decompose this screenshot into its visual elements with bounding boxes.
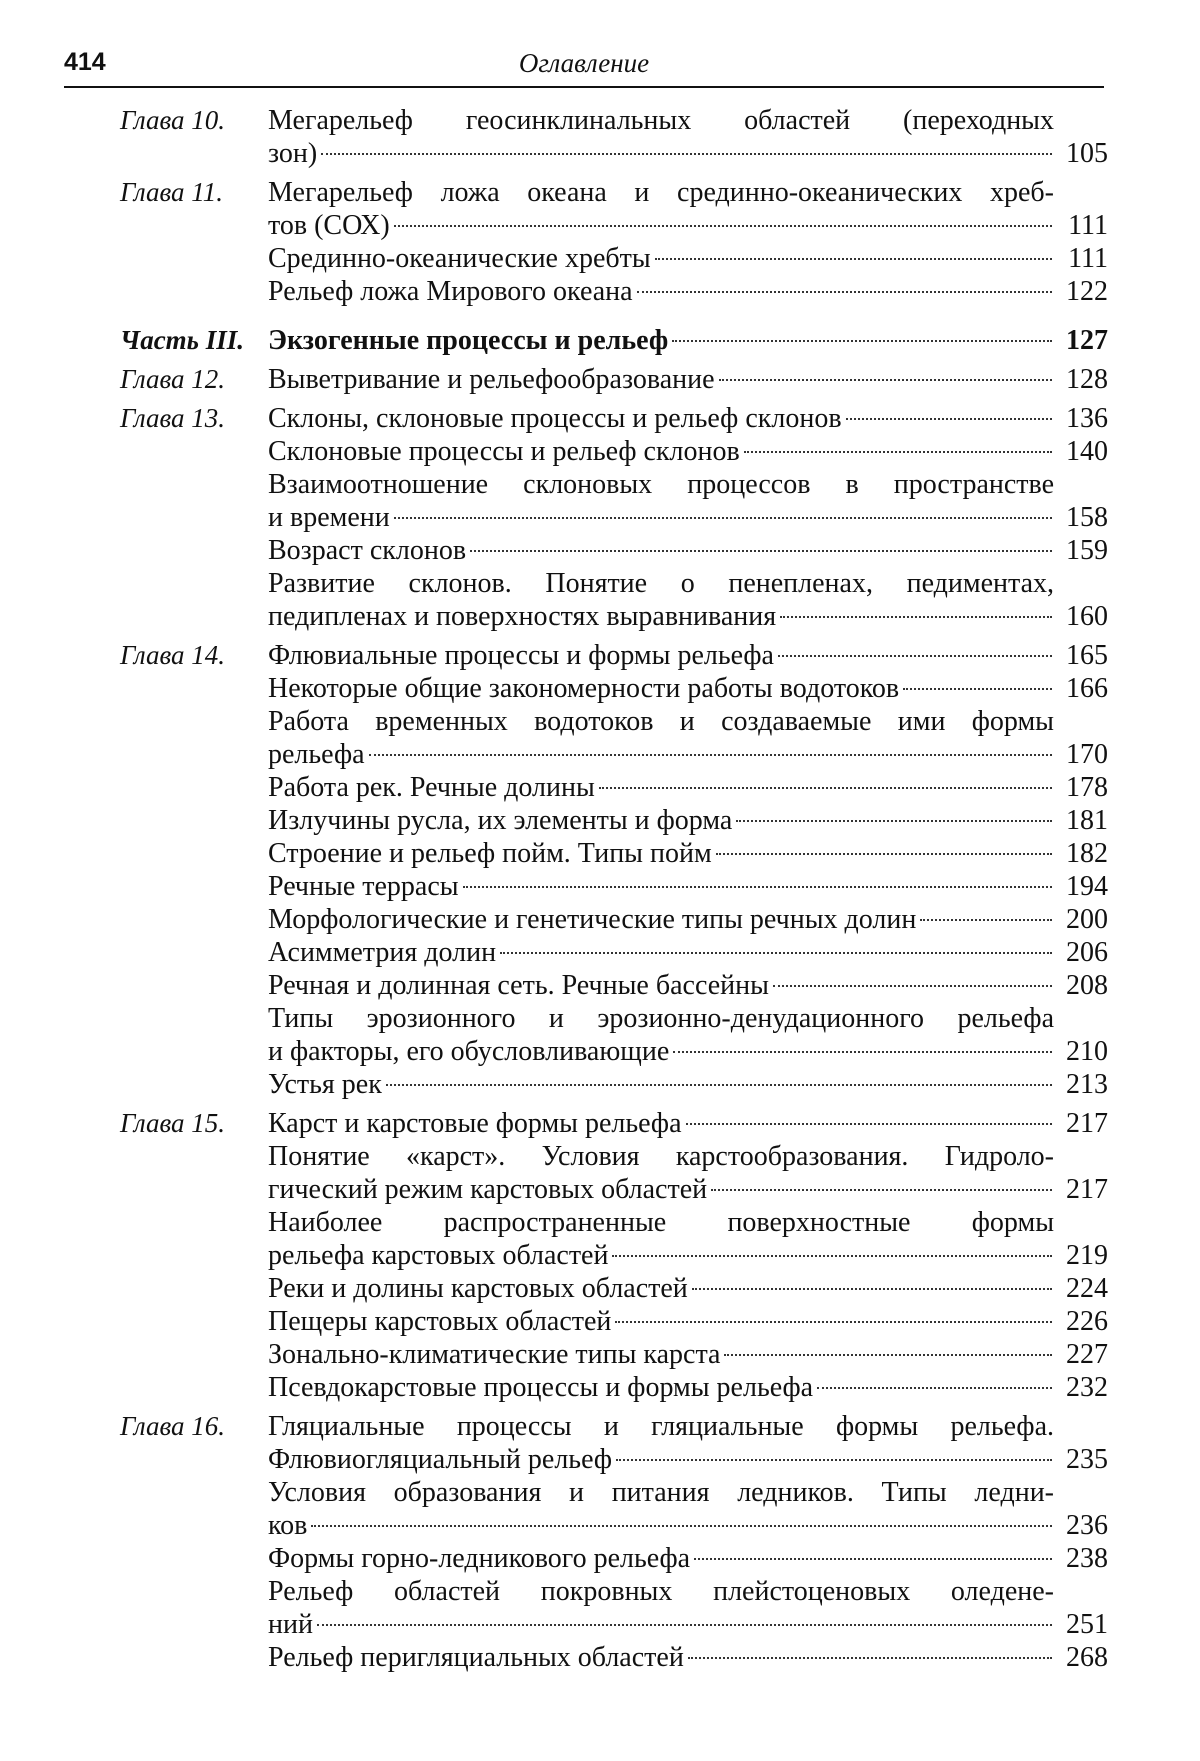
entry-body [268, 1305, 1108, 1338]
entry-body [268, 176, 1108, 242]
page-ref: 217 [1066, 1174, 1108, 1205]
entry-body [268, 771, 1108, 804]
dot-leader [615, 1320, 1052, 1323]
dot-leader [655, 257, 1052, 260]
dot-leader [716, 852, 1052, 855]
entry-last-line [268, 363, 1108, 396]
dot-leader [711, 1188, 1052, 1191]
toc-entry [120, 468, 1110, 534]
dot-leader [920, 918, 1052, 921]
toc-entry [120, 804, 1110, 837]
entry-last-line [268, 903, 1108, 936]
page-header [64, 44, 1104, 88]
toc-entry [120, 104, 1110, 170]
toc-entry [120, 1476, 1110, 1542]
toc-entry [120, 176, 1110, 242]
entry-last-line [268, 137, 1108, 170]
entry-title: рельефа [268, 739, 365, 770]
entry-body [268, 1206, 1108, 1272]
toc-entry [120, 363, 1110, 396]
entry-title: ний [268, 1609, 313, 1640]
entry-last-line [268, 1173, 1108, 1206]
entry-title: Выветривание и рельефообразование [268, 364, 715, 395]
dot-leader [736, 819, 1052, 822]
entry-last-line [268, 402, 1108, 435]
page-ref: 268 [1066, 1642, 1108, 1673]
toc-entry [120, 837, 1110, 870]
toc-entry [120, 870, 1110, 903]
dot-leader [903, 687, 1052, 690]
entry-body [268, 870, 1108, 903]
entry-body [268, 1068, 1108, 1101]
page-ref: 194 [1066, 871, 1108, 902]
entry-last-line [268, 1608, 1108, 1641]
entry-title: Работа рек. Речные долины [268, 772, 595, 803]
entry-title-line: Мегарельеф ложа океана и срединно-океанических хреб- [268, 177, 1054, 208]
dot-leader [780, 615, 1052, 618]
page-ref: 213 [1066, 1069, 1108, 1100]
page-ref: 166 [1066, 673, 1108, 704]
entry-title-line: Гляциальные процессы и гляциальные формы рельефа. [268, 1411, 1054, 1442]
entry-last-line [268, 1338, 1108, 1371]
entry-body [268, 1107, 1108, 1140]
entry-title: Устья рек [268, 1069, 382, 1100]
entry-title-line: Понятие «карст». Условия карстообразования. Гидроло- [268, 1141, 1054, 1172]
chapter-label: Глава 13. [120, 403, 226, 433]
entry-body [268, 468, 1108, 534]
toc-entry [120, 275, 1110, 308]
entry-last-line [268, 738, 1108, 771]
toc-entry [120, 324, 1110, 357]
entry-last-line [268, 1443, 1108, 1476]
toc-entry [120, 771, 1110, 804]
page-ref: 128 [1066, 364, 1108, 395]
entry-title: Флювиогляциальный рельеф [268, 1444, 612, 1475]
page-number: 414 [64, 48, 106, 76]
entry-title: Рельеф ложа Мирового океана [268, 276, 633, 307]
entry-last-line [268, 209, 1108, 242]
toc-entry [120, 672, 1110, 705]
entry-body [268, 1641, 1108, 1674]
toc-entry [120, 903, 1110, 936]
page-ref: 127 [1066, 325, 1108, 356]
entry-title: Экзогенные процессы и рельеф [268, 325, 669, 356]
toc-entry [120, 1002, 1110, 1068]
page-ref: 251 [1066, 1609, 1108, 1640]
page-ref: 219 [1066, 1240, 1108, 1271]
part-label: Часть III. [120, 325, 245, 355]
toc-entry [120, 534, 1110, 567]
entry-title: Формы горно-ледникового рельефа [268, 1543, 691, 1574]
entry-title: и времени [268, 502, 390, 533]
entry-body [268, 936, 1108, 969]
page-ref: 136 [1066, 403, 1108, 434]
toc-entry [120, 936, 1110, 969]
entry-title: Склоны, склоновые процессы и рельеф склонов [268, 403, 842, 434]
toc-entry [120, 705, 1110, 771]
chapter-label: Глава 10. [120, 105, 226, 135]
entry-body [268, 903, 1108, 936]
entry-body [268, 1272, 1108, 1305]
chapter-label: Глава 12. [120, 364, 226, 394]
toc-entry [120, 1206, 1110, 1272]
page-ref: 200 [1066, 904, 1108, 935]
entry-last-line [268, 1272, 1108, 1305]
toc-entry [120, 567, 1110, 633]
entry-title-line: Работа временных водотоков и создаваемые ими формы [268, 706, 1054, 737]
entry-last-line [268, 1035, 1108, 1068]
dot-leader [470, 549, 1052, 552]
entry-body [268, 275, 1108, 308]
entry-body [268, 1476, 1108, 1542]
entry-title: Морфологические и генетические типы речных долин [268, 904, 917, 935]
toc-entry [120, 969, 1110, 1002]
entry-last-line [268, 837, 1108, 870]
dot-leader [688, 1656, 1052, 1659]
table-of-contents [120, 104, 1110, 1674]
page-ref: 208 [1066, 970, 1108, 1001]
entry-last-line [268, 1542, 1108, 1575]
entry-last-line [268, 1239, 1108, 1272]
entry-body [268, 1410, 1108, 1476]
entry-title: Реки и долины карстовых областей [268, 1273, 688, 1304]
entry-last-line [268, 771, 1108, 804]
entry-title-line: Типы эрозионного и эрозионно-денудационного рельефа [268, 1003, 1054, 1034]
entry-body [268, 672, 1108, 705]
page-ref: 182 [1066, 838, 1108, 869]
page-ref: 140 [1066, 436, 1108, 467]
dot-leader [599, 786, 1052, 789]
entry-title: Строение и рельеф пойм. Типы пойм [268, 838, 712, 869]
entry-last-line [268, 1107, 1108, 1140]
entry-last-line [268, 324, 1108, 357]
page-ref: 236 [1066, 1510, 1108, 1541]
dot-leader [778, 654, 1052, 657]
entry-last-line [268, 435, 1108, 468]
dot-leader [616, 1458, 1052, 1461]
page-ref: 158 [1066, 502, 1108, 533]
entry-title-line: Наиболее распространенные поверхностные формы [268, 1207, 1054, 1238]
entry-title: Речная и долинная сеть. Речные бассейны [268, 970, 769, 1001]
entry-body [268, 969, 1108, 1002]
toc-entry [120, 1575, 1110, 1641]
chapter-label: Глава 15. [120, 1108, 226, 1138]
page-ref: 178 [1066, 772, 1108, 803]
entry-title: педипленах и поверхностях выравнивания [268, 601, 777, 632]
dot-leader [394, 516, 1052, 519]
dot-leader [317, 1623, 1052, 1626]
dot-leader [692, 1287, 1052, 1290]
entry-title: Флювиальные процессы и формы рельефа [268, 640, 774, 671]
entry-last-line [268, 804, 1108, 837]
entry-last-line [268, 242, 1108, 275]
entry-last-line [268, 1641, 1108, 1674]
dot-leader [500, 951, 1052, 954]
page-ref: 160 [1066, 601, 1108, 632]
dot-leader [817, 1386, 1052, 1389]
entry-title: Рельеф перигляциальных областей [268, 1642, 684, 1673]
entry-body [268, 363, 1108, 396]
toc-entry [120, 1410, 1110, 1476]
chapter-label: Глава 14. [120, 640, 226, 670]
dot-leader [719, 378, 1052, 381]
running-title: Оглавление [518, 48, 650, 78]
dot-leader [612, 1254, 1052, 1257]
entry-body [268, 104, 1108, 170]
toc-entry [120, 242, 1110, 275]
entry-title: Зонально-климатические типы карста [268, 1339, 721, 1370]
entry-last-line [268, 1371, 1108, 1404]
page-ref: 105 [1066, 138, 1108, 169]
page-ref: 165 [1066, 640, 1108, 671]
page-ref: 210 [1066, 1036, 1108, 1067]
page-ref: 224 [1066, 1273, 1108, 1304]
dot-leader [686, 1122, 1052, 1125]
dot-leader [673, 1050, 1052, 1053]
page-ref: 217 [1066, 1108, 1108, 1139]
entry-title-line: Развитие склонов. Понятие о пенепленах, педиментах, [268, 568, 1054, 599]
entry-last-line [268, 534, 1108, 567]
page-ref: 170 [1066, 739, 1108, 770]
dot-leader [463, 885, 1052, 888]
entry-body [268, 1542, 1108, 1575]
dot-leader [321, 152, 1052, 155]
entry-title-line: Мегарельеф геосинклинальных областей (переходных [268, 105, 1054, 136]
dot-leader [724, 1353, 1052, 1356]
entry-title: Срединно-океанические хребты [268, 243, 651, 274]
entry-last-line [268, 870, 1108, 903]
dot-leader [744, 450, 1052, 453]
entry-title: рельефа карстовых областей [268, 1240, 609, 1271]
entry-body [268, 402, 1108, 435]
entry-title: Склоновые процессы и рельеф склонов [268, 436, 740, 467]
page-ref: 226 [1066, 1306, 1108, 1337]
dot-leader [672, 339, 1052, 342]
entry-body [268, 837, 1108, 870]
entry-body [268, 242, 1108, 275]
entry-title-line: Условия образования и питания ледников. Типы ледни- [268, 1477, 1054, 1508]
entry-last-line [268, 600, 1108, 633]
toc-entry [120, 1371, 1110, 1404]
toc-entry [120, 1272, 1110, 1305]
entry-last-line [268, 936, 1108, 969]
chapter-label: Глава 16. [120, 1411, 226, 1441]
toc-entry [120, 402, 1110, 435]
page-ref: 227 [1066, 1339, 1108, 1370]
entry-title-line: Взаимоотношение склоновых процессов в пространстве [268, 469, 1054, 500]
toc-entry [120, 639, 1110, 672]
entry-last-line [268, 1068, 1108, 1101]
entry-last-line [268, 639, 1108, 672]
entry-body [268, 324, 1108, 357]
entry-last-line [268, 1305, 1108, 1338]
entry-body [268, 804, 1108, 837]
dot-leader [846, 417, 1052, 420]
dot-leader [386, 1083, 1052, 1086]
dot-leader [311, 1524, 1052, 1527]
entry-body [268, 1002, 1108, 1068]
entry-body [268, 1338, 1108, 1371]
page-ref: 111 [1068, 243, 1108, 274]
entry-last-line [268, 672, 1108, 705]
toc-entry [120, 1542, 1110, 1575]
entry-last-line [268, 275, 1108, 308]
entry-body [268, 705, 1108, 771]
entry-body [268, 1575, 1108, 1641]
entry-body [268, 534, 1108, 567]
entry-body [268, 567, 1108, 633]
toc-entry [120, 1305, 1110, 1338]
entry-body [268, 639, 1108, 672]
entry-title: зон) [268, 138, 318, 169]
entry-last-line [268, 969, 1108, 1002]
page-ref: 181 [1066, 805, 1108, 836]
toc-entry [120, 1107, 1110, 1140]
dot-leader [394, 224, 1052, 227]
toc-entry [120, 1140, 1110, 1206]
entry-title: ков [268, 1510, 308, 1541]
entry-title: Псевдокарстовые процессы и формы рельефа [268, 1372, 814, 1403]
page-ref: 206 [1066, 937, 1108, 968]
toc-entry [120, 1641, 1110, 1674]
dot-leader [773, 984, 1052, 987]
page-ref: 111 [1068, 210, 1108, 241]
entry-title: Речные террасы [268, 871, 459, 902]
page-ref: 232 [1066, 1372, 1108, 1403]
entry-body [268, 1140, 1108, 1206]
toc-entry [120, 435, 1110, 468]
dot-leader [694, 1557, 1052, 1560]
entry-title: Некоторые общие закономерности работы водотоков [268, 673, 900, 704]
page-ref: 122 [1066, 276, 1108, 307]
entry-title-line: Рельеф областей покровных плейстоценовых оледене- [268, 1576, 1054, 1607]
entry-last-line [268, 501, 1108, 534]
entry-title: Карст и карстовые формы рельефа [268, 1108, 682, 1139]
entry-body [268, 435, 1108, 468]
entry-title: Излучины русла, их элементы и форма [268, 805, 733, 836]
toc-entry [120, 1338, 1110, 1371]
toc-entry [120, 1068, 1110, 1101]
page-ref: 159 [1066, 535, 1108, 566]
entry-title: Пещеры карстовых областей [268, 1306, 612, 1337]
dot-leader [637, 290, 1052, 293]
page-ref: 238 [1066, 1543, 1108, 1574]
entry-title: гический режим карстовых областей [268, 1174, 708, 1205]
entry-title: и факторы, его обусловливающие [268, 1036, 670, 1067]
page-ref: 235 [1066, 1444, 1108, 1475]
entry-title: Асимметрия долин [268, 937, 497, 968]
entry-title: тов (СОХ) [268, 210, 390, 241]
entry-title: Возраст склонов [268, 535, 467, 566]
entry-body [268, 1371, 1108, 1404]
entry-last-line [268, 1509, 1108, 1542]
dot-leader [369, 753, 1052, 756]
chapter-label: Глава 11. [120, 177, 224, 207]
